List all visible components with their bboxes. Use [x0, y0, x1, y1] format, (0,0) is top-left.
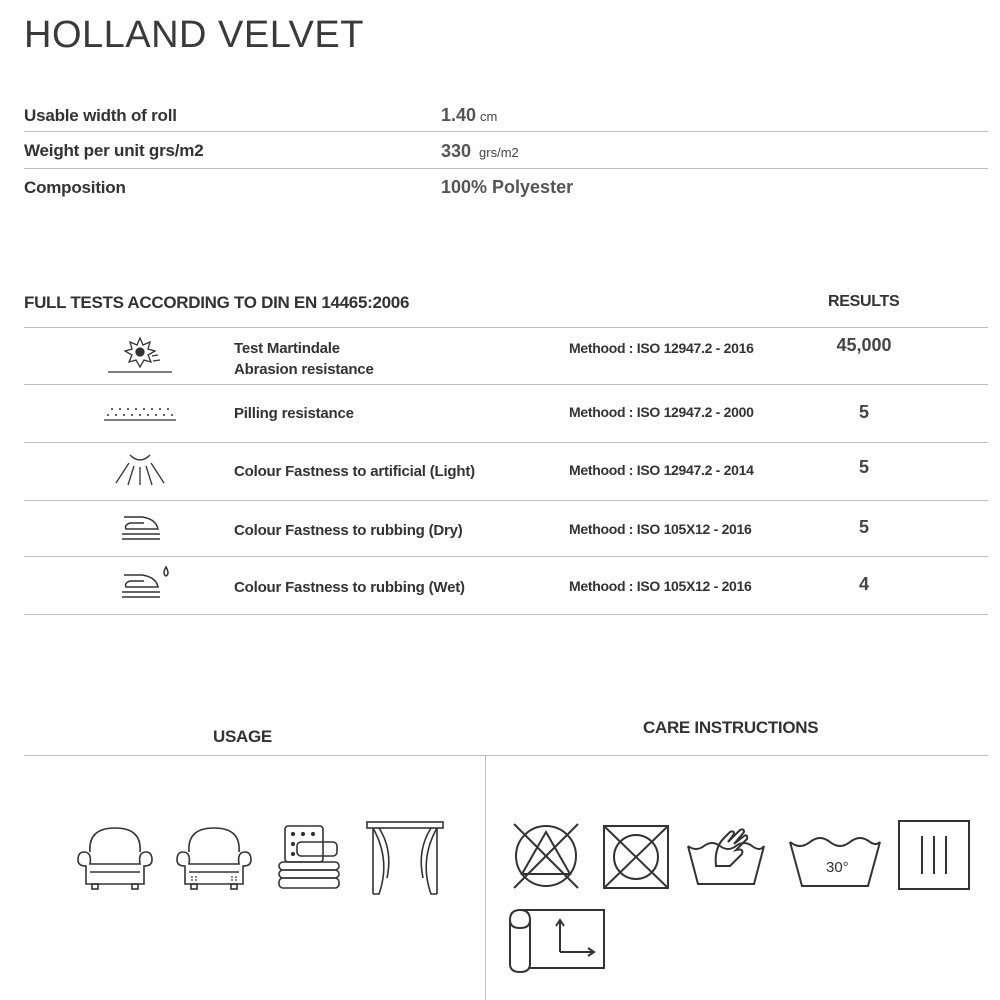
- light-fastness-icon: [100, 449, 180, 489]
- test-method: Methood : ISO 105X12 - 2016: [569, 521, 752, 537]
- care-heading: CARE INSTRUCTIONS: [643, 718, 819, 737]
- roll-storage-icon: [508, 906, 608, 974]
- test-method: Methood : ISO 105X12 - 2016: [569, 578, 752, 594]
- tests-heading: FULL TESTS ACCORDING TO DIN EN 14465:2006: [24, 293, 410, 312]
- test-row: [24, 443, 988, 500]
- spec-label-weight: Weight per unit grs/m2: [24, 141, 204, 160]
- divider: [24, 755, 988, 756]
- spec-weight-unit: grs/m2: [479, 145, 519, 160]
- divider: [24, 131, 988, 132]
- spec-weight-number: 330: [441, 141, 472, 161]
- spec-width-unit: cm: [480, 109, 498, 124]
- no-tumble-dry-icon: [600, 822, 672, 892]
- martindale-abrasion-icon: [100, 334, 180, 374]
- wash-30-icon: [786, 828, 884, 890]
- armchair-icon: [76, 822, 154, 894]
- no-bleach-icon: [508, 820, 584, 892]
- wash-temperature: 30°: [826, 859, 849, 876]
- page-title: HOLLAND VELVET: [24, 14, 364, 56]
- test-name-line: Test Martindale: [234, 340, 340, 357]
- test-result: 5: [858, 402, 869, 422]
- spec-value-weight: [441, 141, 519, 162]
- rubbing-dry-icon: [100, 507, 180, 547]
- spec-label-composition: Composition: [24, 178, 126, 197]
- test-row: [24, 328, 988, 384]
- test-result: 5: [858, 457, 869, 477]
- divider: [24, 168, 988, 169]
- spec-value-width: [441, 105, 497, 126]
- test-name: Colour Fastness to rubbing (Dry): [234, 522, 463, 539]
- test-row: [24, 385, 988, 442]
- section-divider: [485, 756, 486, 1000]
- dry-clean-icon: [896, 818, 972, 892]
- test-row: [24, 557, 988, 614]
- test-row: [24, 501, 988, 556]
- spec-width-number: 1.40: [441, 105, 477, 125]
- results-heading: RESULTS: [828, 293, 900, 310]
- test-method: Methood : ISO 12947.2 - 2016: [569, 340, 754, 356]
- test-name: Colour Fastness to rubbing (Wet): [234, 579, 465, 596]
- test-result: 5: [858, 517, 869, 537]
- test-name-line: Abrasion resistance: [234, 361, 374, 378]
- test-result: 45,000: [836, 335, 892, 355]
- upholstered-armchair-icon: [175, 822, 253, 894]
- divider: [24, 614, 988, 615]
- test-name: Pilling resistance: [234, 405, 354, 422]
- rubbing-wet-icon: [100, 563, 180, 603]
- curtains-icon: [365, 820, 445, 896]
- hand-wash-icon: [684, 824, 768, 890]
- pilling-icon: [100, 393, 180, 433]
- spec-label-width: Usable width of roll: [24, 106, 177, 125]
- test-method: Methood : ISO 12947.2 - 2014: [569, 462, 754, 478]
- test-result: 4: [858, 574, 869, 594]
- usage-heading: USAGE: [213, 727, 272, 746]
- test-name: [234, 338, 374, 380]
- test-method: Methood : ISO 12947.2 - 2000: [569, 404, 754, 420]
- test-name: Colour Fastness to artificial (Light): [234, 463, 475, 480]
- spec-value-composition: 100% Polyester: [441, 177, 574, 197]
- cushions-bedding-icon: [275, 822, 345, 894]
